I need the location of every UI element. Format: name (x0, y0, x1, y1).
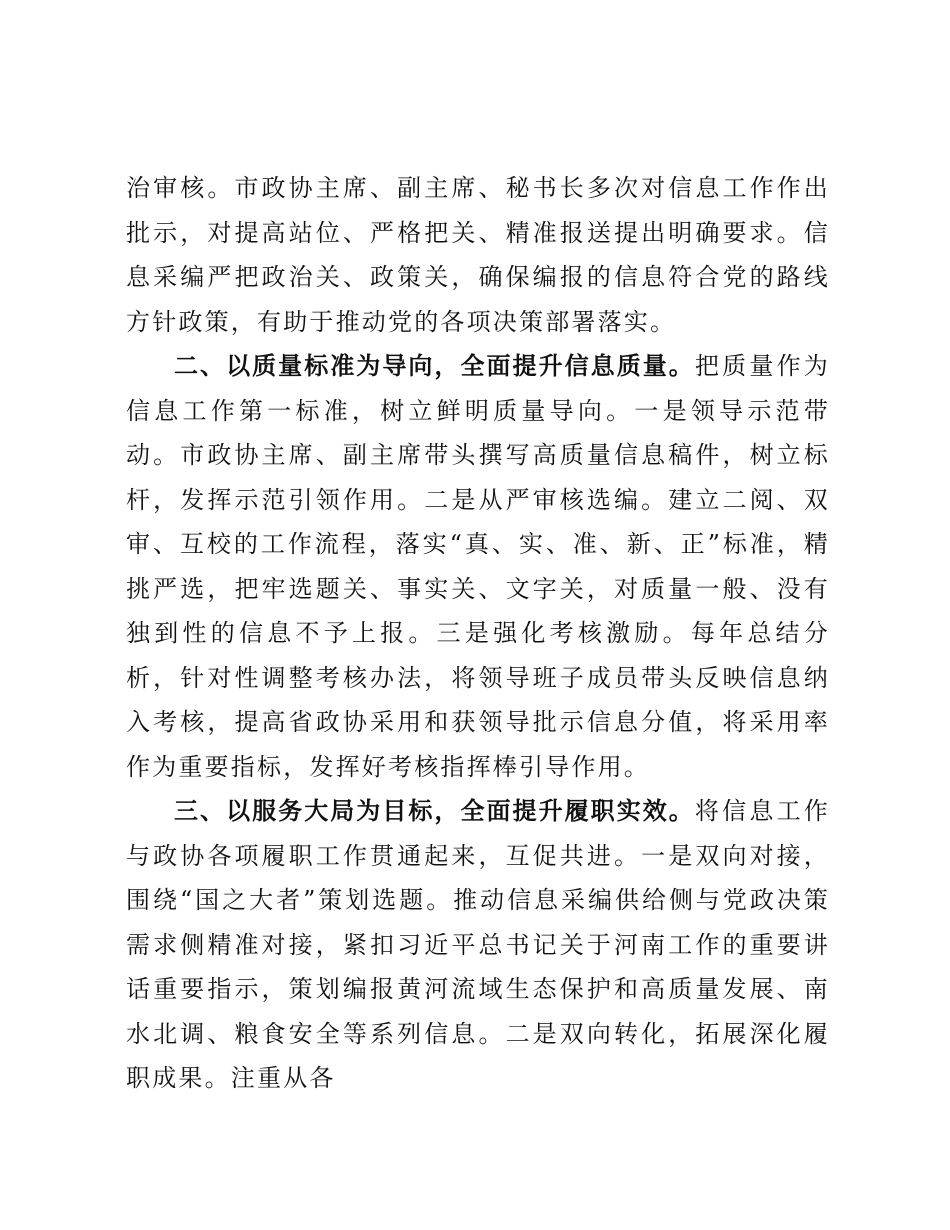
paragraph-1-text: 治审核。市政协主席、副主席、秘书长多次对信息工作作出批示，对提高站位、严格把关、精准报送提出明确要求。信息采编严把政治关、政策关，确保编报的信息符合党的路线方针政策，有助于推动党的各项决策部署落实。 (126, 174, 830, 336)
paragraph-2-text: 把质量作为信息工作第一标准，树立鲜明质量导向。一是领导示范带动。市政协主席、副主席带头撰写高质量信息稿件，树立标杆，发挥示范引领作用。二是从严审核选编。建立二阅、双审、互校的工作流程，落实“真、实、准、新、正”标准，精挑严选，把牢选题关、事实关、文字关，对质量一般、没有独到性的信息不予上报。三是强化考核激励。每年总结分析，针对性调整考核办法，将领导班子成员带头反映信息纳入考核，提高省政协采用和获领导批示信息分值，将采用率作为重要指标，发挥好考核指挥棒引导作用。 (126, 352, 831, 781)
paragraph-2 (126, 344, 830, 789)
section-heading-2: 二、以质量标准为导向，全面提升信息质量。 (174, 352, 695, 380)
document-body (126, 166, 830, 1101)
section-heading-3: 三、以服务大局为目标，全面提升履职实效。 (174, 797, 695, 825)
paragraph-3-text: 将信息工作与政协各项履职工作贯通起来，互促共进。一是双向对接，围绕“国之大者”策划选题。推动信息采编供给侧与党政决策需求侧精准对接，紧扣习近平总书记关于河南工作的重要讲话重要指示，策划编报黄河流域生态保护和高质量发展、南水北调、粮食安全等系列信息。二是双向转化，拓展深化履职成果。注重从各 (126, 797, 831, 1092)
paragraph-1 (126, 166, 830, 344)
paragraph-3 (126, 789, 830, 1101)
